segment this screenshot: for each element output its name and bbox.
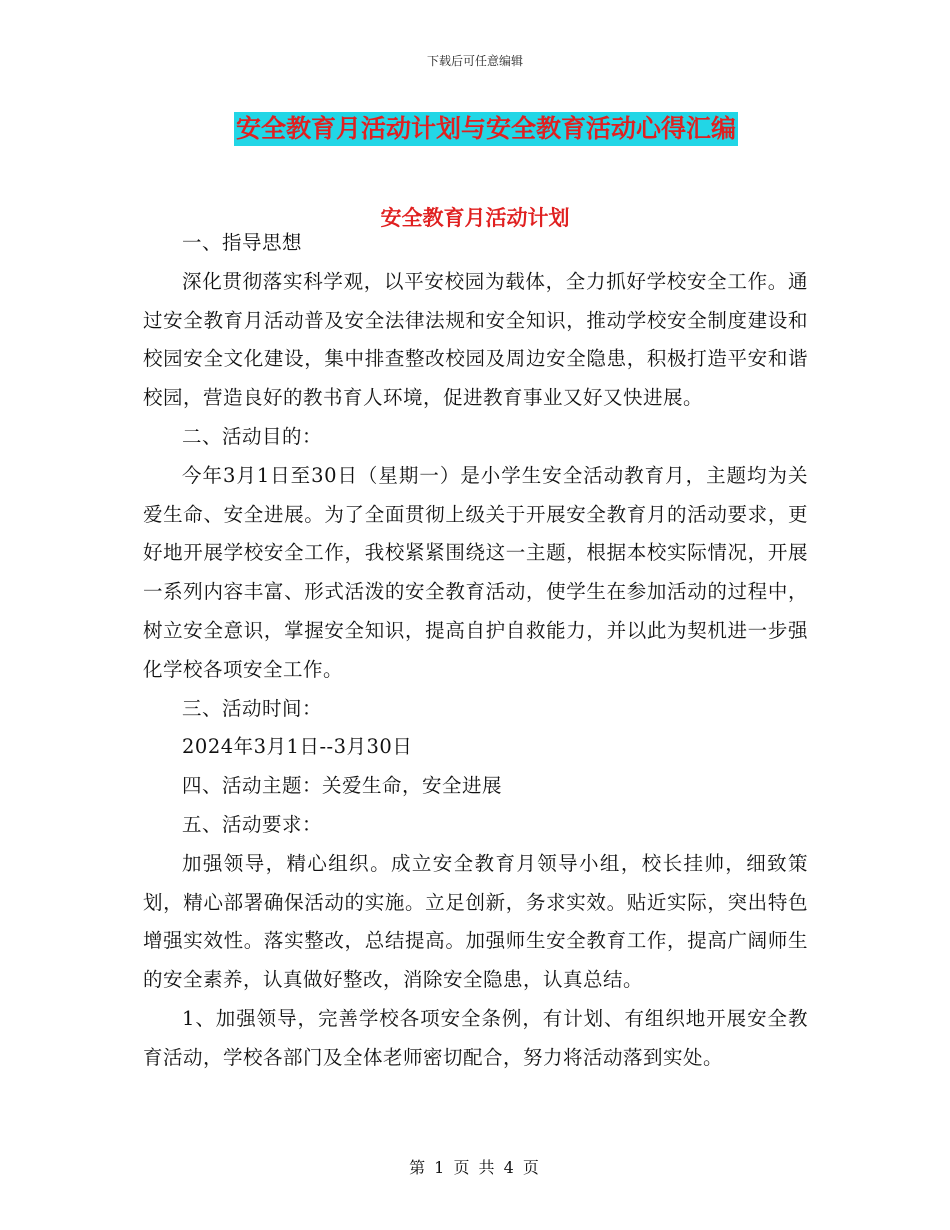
paragraph-activity-purpose: 今年3月1日至30日（星期一）是小学生安全活动教育月，主题均为关爱生命、安全进展。为了全面贯彻上级关于开展安全教育月的活动要求，更好地开展学校安全工作，我校紧紧围绕这一主题，根据本校实际情况，开展一系列内容丰富、形式活泼的安全教育活动，使学生在参加活动的过程中，树立安全意识，掌握安全知识，提高自护自救能力，并以此为契机进一步强化学校各项安全工作。: [143, 463, 808, 681]
paragraph-guiding-ideology: 深化贯彻落实科学观，以平安校园为载体，全力抓好学校安全工作。通过安全教育月活动普及安全法律法规和安全知识，推动学校安全制度建设和校园安全文化建设，集中排查整改校园及周边安全隐患，积极打造平安和谐校园，营造良好的教书育人环境，促进教育事业又好又快进展。: [143, 269, 808, 410]
heading-activity-time: 三、活动时间：: [182, 696, 323, 720]
main-title: 安全教育月活动计划与安全教育活动心得汇编: [234, 112, 738, 146]
paragraph-item-1: 1、加强领导，完善学校各项安全条例，有计划、有组织地开展安全教育活动，学校各部门及全体老师密切配合，努力将活动落到实处。: [143, 1006, 808, 1069]
paragraph-activity-time: 2024年3月1日--3月30日: [182, 735, 413, 759]
heading-guiding-ideology: 一、指导思想: [182, 231, 303, 254]
main-title-container: [234, 112, 738, 146]
paragraph-activity-requirements: 加强领导，精心组织。成立安全教育月领导小组，校长挂帅，细致策划，精心部署确保活动的实施。立足创新，务求实效。贴近实际，突出特色增强实效性。落实整改，总结提高。加强师生安全教育工作，提高广阔师生的安全素养，认真做好整改，消除安全隐患，认真总结。: [143, 851, 808, 992]
heading-activity-requirements: 五、活动要求：: [182, 812, 323, 836]
document-body: [143, 224, 808, 1078]
heading-activity-purpose: 二、活动目的：: [182, 424, 323, 448]
page-header-note: 下载后可任意编辑: [426, 54, 523, 68]
page-footer: 第 1 页 共 4 页: [409, 1158, 541, 1177]
heading-activity-theme: 四、活动主题：关爱生命，安全进展: [182, 774, 503, 798]
section-title: 安全教育月活动计划: [380, 206, 570, 230]
